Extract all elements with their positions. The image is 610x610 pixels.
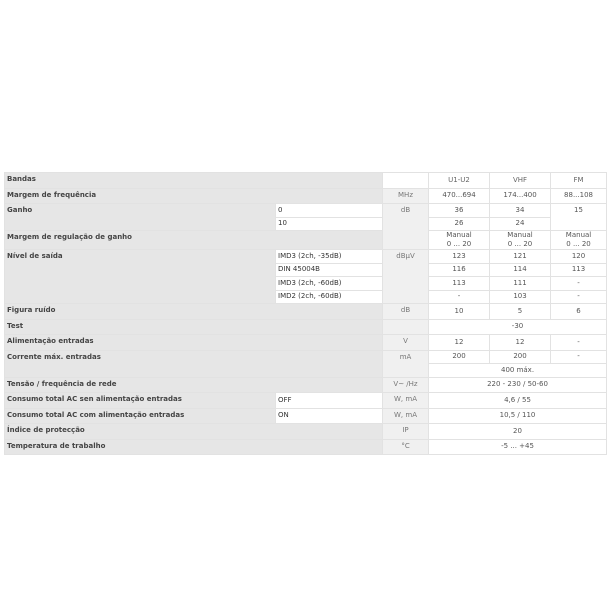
row-label: Consumo total AC com alimentação entradas [5,408,276,424]
spec-table [4,172,607,455]
unit-cell: IP [383,424,429,440]
table-row: Margem de frequência MHz 470...694 174...400 88...108 [5,188,607,204]
row-label: Tensão / frequência de rede [5,377,383,393]
unit-cell: °C [383,439,429,455]
table-row: Consumo total AC sen alimentação entradas OFF W, mA 4,6 / 55 [5,393,607,409]
row-label: Margem de regulação de ganho [5,231,383,250]
table-row [5,173,607,189]
row-label: Nível de saída [5,250,276,304]
col-fm: FM [551,173,607,189]
unit-cell: dB [383,204,429,250]
table-row: 10 26 24 [5,217,607,231]
unit-cell: mA [383,350,429,377]
row-label: Corrente máx. entradas [5,350,383,377]
unit-cell: MHz [383,188,429,204]
table-row: Corrente máx. entradas mA 200 200 - [5,350,607,364]
table-row: IMD3 (2ch, -60dB) 113 111 - [5,277,607,291]
table-row: Nível de saída IMD3 (2ch, -35dB) dBμV 123 121 120 [5,250,607,264]
col-vhf: VHF [490,173,551,189]
table-row: DIN 45004B 116 114 113 [5,263,607,277]
unit-cell: V [383,335,429,351]
row-label: Consumo total AC sen alimentação entradas [5,393,276,409]
unit-cell: dB [383,304,429,320]
row-label: Temperatura de trabalho [5,439,383,455]
table-row: IMD2 (2ch, -60dB) - 103 - [5,290,607,304]
table-row: Temperatura de trabalho °C -5 ... +45 [5,439,607,455]
row-label: Índice de protecção [5,424,383,440]
band-header: Bandas [5,173,383,189]
table-row: 400 máx. [5,364,607,378]
unit-cell: V~ /Hz [383,377,429,393]
table-row: Figura ruído dB 10 5 6 [5,304,607,320]
row-label: Figura ruído [5,304,383,320]
unit-cell: dBμV [383,250,429,304]
row-label: Margem de frequência [5,188,383,204]
col-u1u2: U1-U2 [429,173,490,189]
table-row: Margem de regulação de ganho Manual 0 ... 20 Manual 0 ... 20 Manual 0 ... 20 [5,231,607,250]
table-row: Consumo total AC com alimentação entradas ON W, mA 10,5 / 110 [5,408,607,424]
table-row: Test -30 [5,319,607,335]
row-label: Ganho [5,204,276,231]
table-row: Índice de protecção IP 20 [5,424,607,440]
table-row: Alimentação entradas V 12 12 - [5,335,607,351]
table-row: Tensão / frequência de rede V~ /Hz 220 - 230 / 50-60 [5,377,607,393]
unit-cell: W, mA [383,408,429,424]
unit-cell: W, mA [383,393,429,409]
row-label: Alimentação entradas [5,335,383,351]
table-row: Ganho 0 dB 36 34 15 [5,204,607,218]
row-label: Test [5,319,383,335]
